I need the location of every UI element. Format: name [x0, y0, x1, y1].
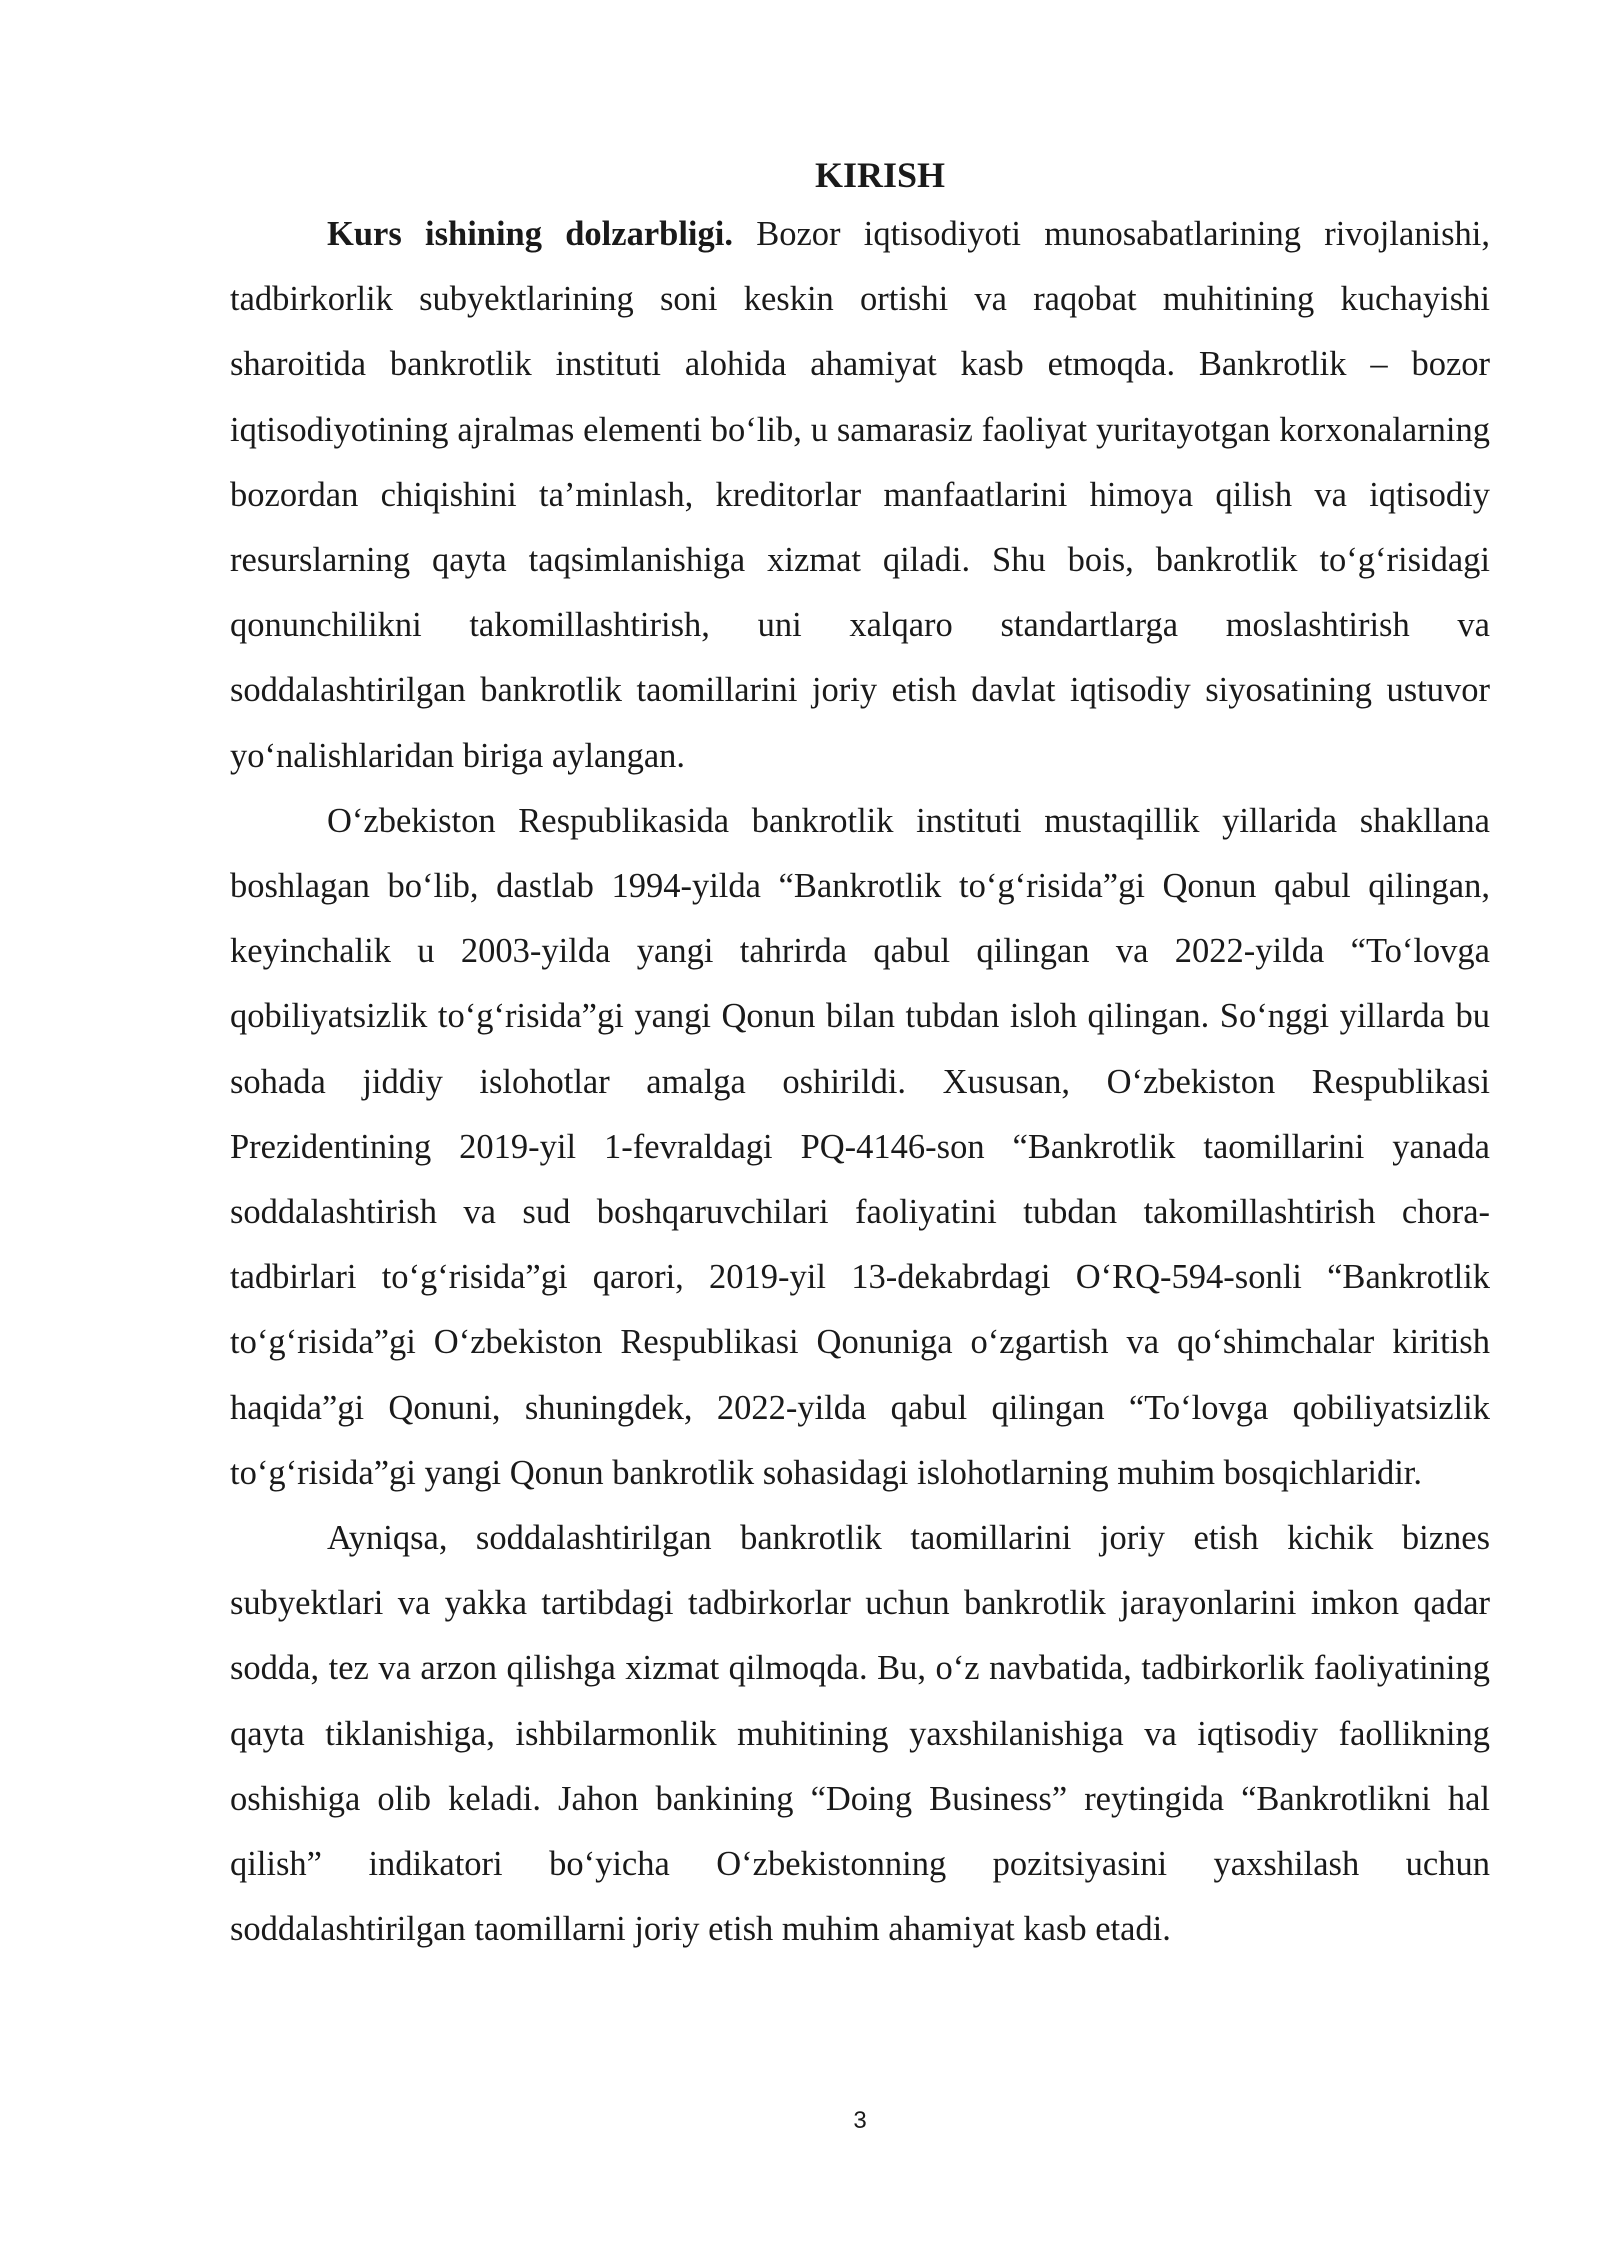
paragraph-simplified-procedures: Ayniqsa, soddalashtirilgan bankrotlik taomillarini joriy etish kichik biznes subyektlari va yakka tartibdagi tadbirkorlar uchun bankrotlik jarayonlarini imkon qadar sodda, tez va arzon qilishga xizmat qilmoqda. Bu, o‘z navbatida, tadbirkorlik faoliyatining qayta tiklanishiga, ishbilarmonlik muhitining yaxshilanishiga va iqtisodiy faollikning oshishiga olib keladi. Jahon bankining “Doing Business” reytingida “Bankrotlikni hal qilish” indikatori bo‘yicha O‘zbekistonning pozitsiyasini yaxshilash uchun soddalashtirilgan taomillarni joriy etish muhim ahamiyat kasb etadi. — [230, 1519, 1490, 1949]
paragraph-text: Bozor iqtisodiyoti munosabatlarining rivojlanishi, tadbirkorlik subyektlarining soni keskin ortishi va raqobat muhitining kuchayishi sharoitida bankrotlik instituti alohida ahamiyat kasb etmoqda. Bankrotlik – bozor iqtisodiyotining ajralmas elementi bo‘lib, u samarasiz faoliyat yuritayotgan korxonalarning bozordan chiqishini ta’minlash, kreditorlar manfaatlarini himoya qilish va iqtisodiy resurslarning qayta taqsimlanishiga xizmat qiladi. Shu bois, bankrotlik to‘g‘risidagi qonunchilikni takomillashtirish, uni xalqaro standartlarga moslashtirish va soddalashtirilgan bankrotlik taomillarini joriy etish davlat iqtisodiy siyosatining ustuvor yo‘nalishlaridan biriga aylangan. — [230, 215, 1490, 775]
page-number: 3 — [853, 2107, 867, 2134]
paragraph-lead-heading: Kurs ishining dolzarbligi. — [327, 215, 733, 253]
paragraph-relevance — [230, 202, 1490, 789]
paragraph-history: O‘zbekiston Respublikasida bankrotlik instituti mustaqillik yillarida shakllana boshlagan bo‘lib, dastlab 1994-yilda “Bankrotlik to‘g‘risida”gi Qonun qabul qilingan, keyinchalik u 2003-yilda yangi tahrirda qabul qilingan va 2022-yilda “To‘lovga qobiliyatsizlik to‘g‘risida”gi yangi Qonun bilan tubdan isloh qilingan. So‘nggi yillarda bu sohada jiddiy islohotlar amalga oshirildi. Xususan, O‘zbekiston Respublikasi Prezidentining 2019-yil 1-fevraldagi PQ-4146-son “Bankrotlik taomillarini yanada soddalashtirish va sud boshqaruvchilari faoliyatini tubdan takomillashtirish chora-tadbirlari to‘g‘risida”gi qarori, 2019-yil 13-dekabrdagi O‘RQ-594-sonli “Bankrotlik to‘g‘risida”gi O‘zbekiston Respublikasi Qonuniga o‘zgartish va qo‘shimchalar kiritish haqida”gi Qonuni, shuningdek, 2022-yilda qabul qilingan “To‘lovga qobiliyatsizlik to‘g‘risida”gi yangi Qonun bankrotlik sohasidagi islohotlarning muhim bosqichlaridir. — [230, 801, 1490, 1492]
section-title: KIRISH — [814, 155, 946, 195]
page-body — [230, 150, 1490, 1962]
